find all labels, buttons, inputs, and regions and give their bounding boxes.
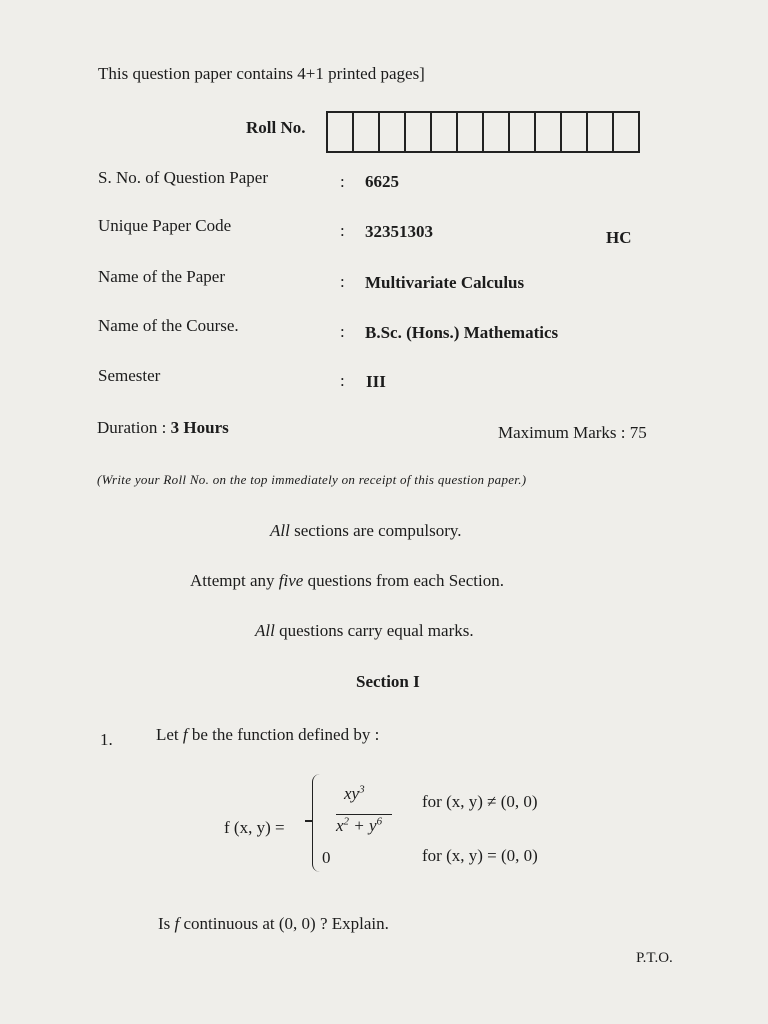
detail-label-paper-name: Name of the Paper	[98, 267, 225, 286]
roll-box[interactable]	[352, 111, 380, 153]
roll-no-label: Roll No.	[246, 118, 306, 137]
instruction-note: (Write your Roll No. on the top immediately on receipt of this question paper.)	[97, 472, 527, 487]
detail-value-semester: III	[366, 372, 386, 391]
emphasis: All	[270, 521, 290, 540]
roll-box[interactable]	[612, 111, 640, 153]
question-text: Let	[156, 725, 183, 744]
detail-value-paper-code: 32351303	[365, 222, 433, 241]
case-1-condition: for (x, y) ≠ (0, 0)	[422, 792, 538, 811]
emphasis: All	[255, 621, 275, 640]
question-text: be the function defined by :	[187, 725, 380, 744]
roll-box[interactable]	[404, 111, 432, 153]
general-text: questions from each Section.	[303, 571, 504, 590]
general-line-2	[190, 571, 504, 591]
function-symbol: f	[174, 914, 180, 933]
detail-value-serial: 6625	[365, 172, 399, 191]
numerator-base: xy	[344, 784, 360, 803]
denominator-exponent: 6	[376, 815, 383, 828]
question-ask	[158, 914, 389, 934]
hc-mark: HC	[606, 228, 632, 247]
detail-colon: :	[340, 272, 345, 291]
fraction-numerator	[344, 784, 365, 804]
general-line-1	[270, 521, 462, 541]
general-text: sections are compulsory.	[289, 521, 462, 540]
question-text: Is	[158, 914, 175, 933]
question-number: 1.	[100, 730, 113, 749]
question-intro	[156, 725, 379, 745]
detail-label-serial: S. No. of Question Paper	[98, 168, 268, 187]
roll-box[interactable]	[482, 111, 510, 153]
pto-footer: P.T.O.	[636, 950, 673, 966]
question-text: continuous at (0, 0) ? Explain.	[179, 914, 389, 933]
general-line-3	[255, 621, 474, 641]
detail-colon: :	[340, 172, 345, 191]
detail-colon: :	[340, 221, 345, 240]
numerator-exponent: 3	[359, 783, 365, 796]
function-symbol: f	[182, 725, 188, 744]
detail-colon: :	[340, 371, 345, 390]
duration-label: Duration :	[97, 418, 171, 437]
roll-box[interactable]	[560, 111, 588, 153]
duration-line	[97, 418, 229, 438]
detail-value-paper-name: Multivariate Calculus	[365, 273, 525, 292]
denominator-part: x	[336, 816, 344, 835]
roll-box[interactable]	[378, 111, 406, 153]
roll-box[interactable]	[326, 111, 354, 153]
duration-value: 3 Hours	[170, 418, 229, 437]
case-2-condition: for (x, y) = (0, 0)	[422, 846, 538, 865]
general-text: Attempt any	[190, 571, 279, 590]
roll-box[interactable]	[508, 111, 536, 153]
denominator-exponent: 2	[343, 815, 350, 828]
fraction-denominator	[336, 816, 382, 836]
max-marks: Maximum Marks : 75	[498, 423, 647, 442]
section-title: Section I	[356, 672, 420, 691]
detail-value-course: B.Sc. (Hons.) Mathematics	[365, 323, 559, 342]
roll-box[interactable]	[586, 111, 614, 153]
function-lhs: f (x, y) =	[224, 818, 285, 837]
denominator-part: + y	[349, 816, 377, 835]
case-2-value: 0	[322, 848, 331, 867]
roll-box[interactable]	[534, 111, 562, 153]
detail-label-semester: Semester	[98, 366, 161, 385]
roll-no-boxes[interactable]	[328, 111, 640, 153]
pages-note: This question paper contains 4+1 printed pages]	[98, 64, 425, 83]
roll-box[interactable]	[430, 111, 458, 153]
roll-box[interactable]	[456, 111, 484, 153]
detail-colon: :	[340, 322, 345, 341]
detail-label-paper-code: Unique Paper Code	[98, 216, 232, 235]
emphasis: five	[278, 571, 304, 590]
general-text: questions carry equal marks.	[274, 621, 474, 640]
detail-label-course: Name of the Course.	[98, 316, 239, 335]
